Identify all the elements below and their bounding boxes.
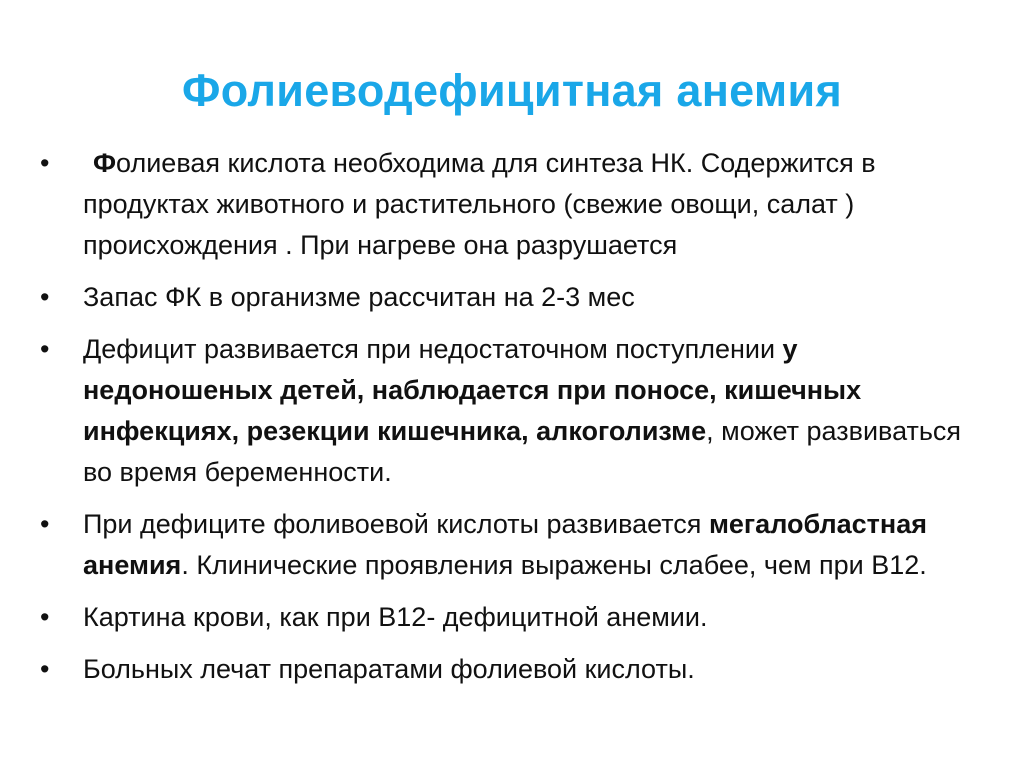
- bullet-4-text-before: При дефиците фоливоевой кислоты развивается: [83, 509, 709, 539]
- bullet-1-bold-letter: Ф: [93, 148, 117, 178]
- bullet-4-bold: мегалобластная анемия: [83, 509, 927, 580]
- bullet-6-text: Больных лечат препаратами фолиевой кислоты.: [83, 654, 695, 684]
- bullet-marker: •: [40, 602, 50, 632]
- bullet-marker: •: [40, 148, 50, 178]
- bullet-marker: •: [40, 654, 50, 684]
- bullet-marker: •: [40, 334, 50, 364]
- bullet-list: [40, 143, 980, 701]
- slide-title: Фолиеводефицитная анемия: [181, 65, 843, 116]
- bullet-marker: •: [40, 509, 50, 539]
- bullet-item-1: [40, 143, 980, 266]
- bullet-3-text-after: , может развиваться во время беременности.: [83, 416, 962, 487]
- bullet-3-bold: у недоношеных детей, наблюдается при поносе, кишечных инфекциях, резекции кишечника, алкоголизме: [83, 334, 862, 446]
- bullet-3-text-before: Дефицит развивается при недостаточном поступлении: [83, 334, 783, 364]
- bullet-2-text: Запас ФК в организме рассчитан на 2-3 мес: [83, 282, 635, 312]
- bullet-item-2: [40, 277, 980, 318]
- bullet-item-3: [40, 329, 980, 493]
- bullet-4-text-after: . Клинические проявления выражены слабее, чем при В12.: [181, 550, 927, 580]
- bullet-1-text: олиевая кислота необходима для синтеза НК. Содержится в продуктах животного и растительного (свежие овощи, салат ) происхождения . При нагреве она разрушается: [83, 148, 876, 260]
- bullet-item-4: [40, 504, 980, 586]
- bullet-item-5: [40, 597, 980, 638]
- bullet-5-text: Картина крови, как при В12- дефицитной анемии.: [83, 602, 708, 632]
- bullet-marker: •: [40, 282, 50, 312]
- bullet-item-6: [40, 649, 980, 690]
